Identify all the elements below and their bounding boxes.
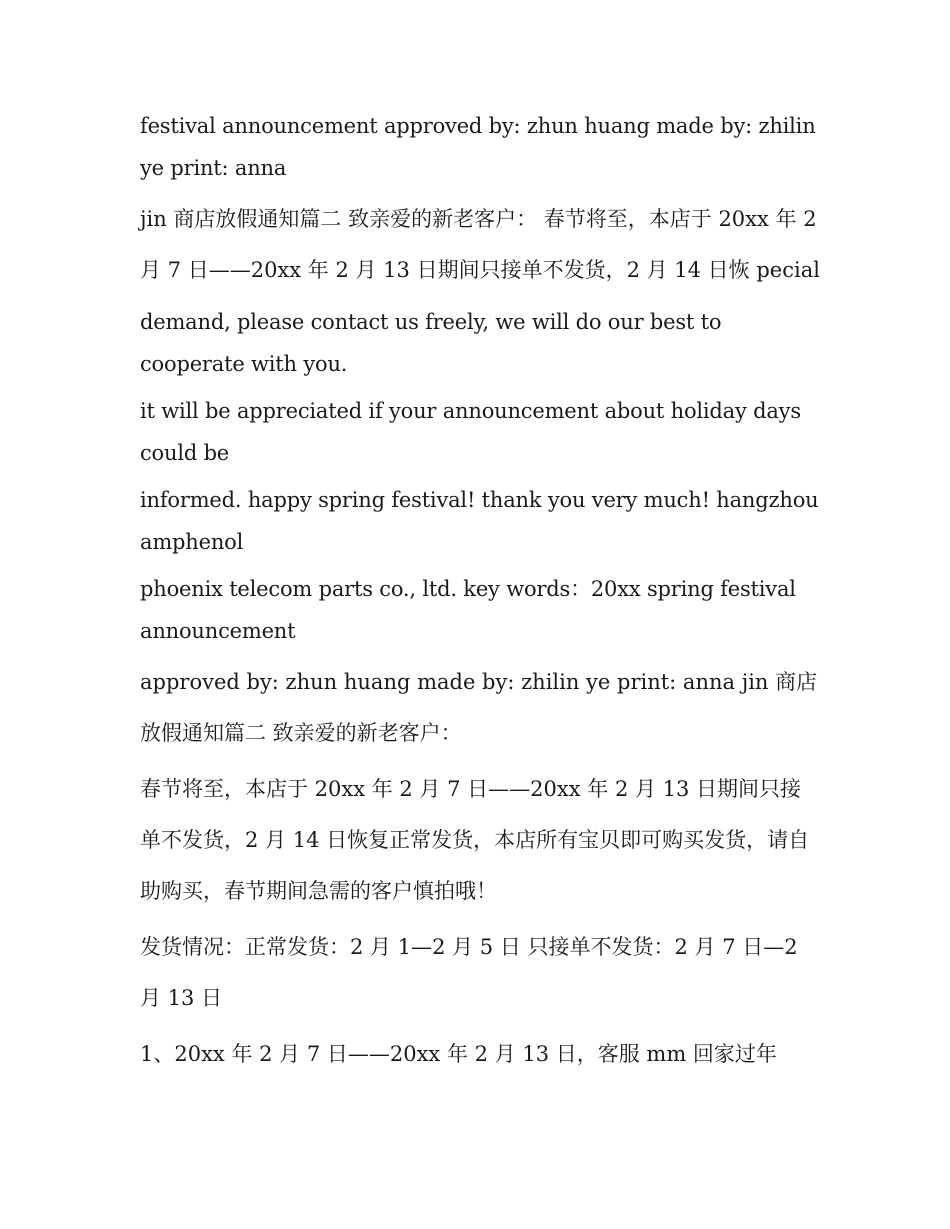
document-body <box>140 105 820 1085</box>
paragraph: it will be appreciated if your announcement about holiday days could be <box>140 399 801 465</box>
paragraph: demand, please contact us freely, we will do our best to cooperate with you. <box>140 310 722 376</box>
paragraph: festival announcement approved by: zhun huang made by: zhilin ye print: anna <box>140 114 816 180</box>
paragraph: jin 商店放假通知篇二 致亲爱的新老客户： 春节将至，本店于 20xx 年 2 月 7 日——20xx 年 2 月 13 日期间只接单不发货，2 月 14 日恢 pecial <box>140 207 820 282</box>
paragraph: phoenix telecom parts co., ltd. key words：20xx spring festival announcement <box>140 577 796 643</box>
paragraph: 发货情况：正常发货：2 月 1—2 月 5 日 只接单不发货：2 月 7 日—2 月 13 日 <box>140 935 798 1010</box>
paragraph: approved by: zhun huang made by: zhilin ye print: anna jin 商店放假通知篇二 致亲爱的新老客户： <box>140 670 818 745</box>
paragraph: 1、20xx 年 2 月 7 日——20xx 年 2 月 13 日，客服 mm 回家过年 <box>140 1042 777 1066</box>
paragraph: 春节将至，本店于 20xx 年 2 月 7 日——20xx 年 2 月 13 日期间只接单不发货，2 月 14 日恢复正常发货，本店所有宝贝即可购买发货，请自助购买，春节期间急需的客户慎拍哦！ <box>140 777 810 903</box>
paragraph: informed. happy spring festival! thank you very much! hangzhou amphenol <box>140 488 819 554</box>
